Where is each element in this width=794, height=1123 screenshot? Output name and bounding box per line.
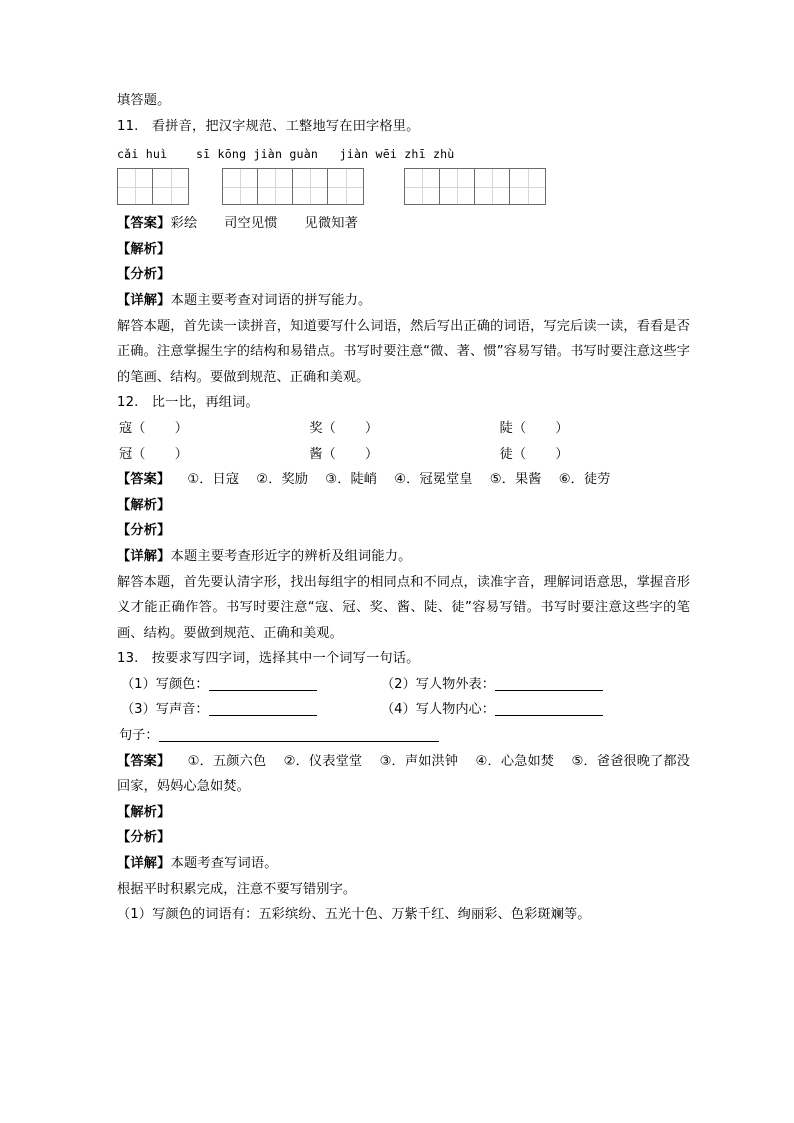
- intro-line: 填答题。: [117, 93, 171, 108]
- blank-label: （3）写声音：: [121, 702, 209, 718]
- paren-close: ）: [365, 420, 379, 436]
- xiangjie-text: 本题主要考查形近字的辨析及组词能力。: [170, 548, 412, 564]
- tianzige-cell[interactable]: [258, 169, 293, 204]
- question-11-prompt: 看拼音，把汉字规范、工整地写在田字格里。: [151, 118, 420, 134]
- sentence-label: 句子：: [119, 728, 159, 744]
- tianzige-cell[interactable]: [223, 169, 258, 204]
- answer-item: ⑥．徒劳: [558, 472, 611, 488]
- tianzige-cell[interactable]: [475, 169, 510, 204]
- question-13-sentence-row[interactable]: [117, 723, 690, 749]
- question-13-prompt: 按要求写四字词，选择其中一个词写一句话。: [151, 651, 420, 667]
- question-13-answer: [117, 749, 690, 800]
- answer-text: 彩绘 司空见惯 见微知著: [170, 216, 358, 232]
- question-13-jiexi-label: 【解析】: [117, 804, 171, 820]
- question-11-explanation: 解答本题，首先读一读拼音，知道要写什么词语，然后写出正确的词语，写完后读一读，看看是否正确。注意掌握生字的结构和易错点。书写时要注意“微、著、惯”容易写错。书写时要注意这些字的笔画、结构。要做到规范、正确和美观。: [117, 318, 690, 385]
- question-12-number: 12.: [117, 395, 139, 411]
- answer-label: 【答案】: [117, 472, 171, 488]
- xiangjie-label: 【详解】: [117, 548, 171, 564]
- paren-close: ）: [174, 420, 188, 436]
- pair-char: 奖（: [309, 420, 336, 436]
- question-12-xiangjie: [117, 544, 690, 570]
- question-12-heading: [117, 390, 690, 416]
- question-11-jiexi-label: 【解析】: [117, 241, 171, 257]
- pinyin-group-1: cǎi huì: [117, 147, 168, 162]
- blank-field[interactable]: [381, 697, 641, 723]
- tianzige-row: [117, 168, 690, 205]
- tianzige-cell[interactable]: [328, 169, 363, 204]
- answer-item: ①．日寇: [187, 472, 240, 488]
- blank-underline[interactable]: [495, 715, 603, 716]
- answer-label: 【答案】: [117, 216, 171, 232]
- pair-char: 徒（: [499, 446, 527, 462]
- question-13-blank-row-2: [117, 697, 690, 723]
- sentence-underline[interactable]: [159, 741, 439, 742]
- xiangjie-text: 本题主要考查对词语的拼写能力。: [170, 292, 372, 308]
- question-13-fenxi-label: 【分析】: [117, 830, 171, 846]
- xiangjie-text: 本题考查写词语。: [170, 856, 278, 872]
- blank-field[interactable]: [121, 697, 381, 723]
- question-11-number: 11.: [117, 118, 139, 134]
- question-13-blank-row-1: [117, 672, 690, 698]
- question-11-xiangjie: [117, 288, 690, 314]
- question-12-pairs-row-2: [117, 442, 690, 468]
- question-13-xiangjie: [117, 851, 690, 877]
- question-13-explanation-2: （1）写颜色的词语有：五彩缤纷、五光十色、万紫千红、绚丽彩、色彩斑斓等。: [117, 907, 591, 923]
- paren-close: ）: [555, 446, 569, 462]
- pair-item[interactable]: [309, 416, 499, 442]
- question-12-pairs-row-1: [117, 416, 690, 442]
- question-11-pinyin-row: [117, 143, 690, 165]
- question-13-number: 13.: [117, 651, 139, 667]
- answer-item: ③．声如洪钟: [379, 753, 459, 769]
- pair-item[interactable]: [119, 442, 309, 468]
- tianzige-grid-2[interactable]: [222, 168, 364, 205]
- answer-item: ②．奖励: [256, 472, 309, 488]
- tianzige-cell[interactable]: [293, 169, 328, 204]
- blank-label: （1）写颜色：: [121, 676, 209, 692]
- pair-char: 冠（: [119, 446, 146, 462]
- answer-item: ③．陡峭: [325, 472, 378, 488]
- blank-field[interactable]: [381, 672, 641, 698]
- question-13-explanation-1: 根据平时积累完成，注意不要写错别字。: [117, 881, 357, 897]
- tianzige-cell[interactable]: [153, 169, 188, 204]
- answer-item: ⑤．果酱: [489, 472, 542, 488]
- blank-underline[interactable]: [209, 690, 317, 691]
- pair-item[interactable]: [119, 416, 309, 442]
- pinyin-group-2: sī kōng jiàn guàn: [196, 147, 319, 162]
- blank-field[interactable]: [121, 672, 381, 698]
- tianzige-grid-1[interactable]: [117, 168, 189, 205]
- tianzige-cell[interactable]: [405, 169, 440, 204]
- pair-char: 陡（: [499, 420, 527, 436]
- question-12-prompt: 比一比，再组词。: [151, 395, 259, 411]
- question-13-heading: [117, 646, 690, 672]
- xiangjie-label: 【详解】: [117, 292, 171, 308]
- question-12-fenxi-label: 【分析】: [117, 523, 171, 539]
- xiangjie-label: 【详解】: [117, 856, 171, 872]
- paren-close: ）: [365, 446, 379, 462]
- blank-label: （2）写人物外表：: [381, 676, 495, 692]
- tianzige-cell[interactable]: [510, 169, 545, 204]
- blank-underline[interactable]: [209, 715, 317, 716]
- answer-item: ①．五颜六色: [187, 753, 267, 769]
- pair-item[interactable]: [500, 416, 690, 442]
- question-12-jiexi-label: 【解析】: [117, 497, 171, 513]
- answer-item: ④．心急如焚: [475, 753, 555, 769]
- answer-item: ④．冠冕堂皇: [394, 472, 473, 488]
- tianzige-grid-3[interactable]: [404, 168, 546, 205]
- pair-char: 酱（: [309, 446, 336, 462]
- question-12-explanation: 解答本题，首先要认清字形，找出每组字的相同点和不同点，读准字音，理解词语意思，掌握音形义才能正确作答。书写时要注意“寇、冠、奖、酱、陡、徒”容易写错。书写时要注意这些字的笔画、结构。要做到规范、正确和美观。: [117, 574, 690, 641]
- answer-label: 【答案】: [117, 753, 171, 769]
- blank-underline[interactable]: [495, 690, 603, 691]
- pair-item[interactable]: [500, 442, 690, 468]
- paren-close: ）: [555, 420, 569, 436]
- pinyin-group-3: jiàn wēi zhī zhù: [339, 147, 455, 162]
- question-11-heading: [117, 114, 690, 140]
- pair-char: 寇（: [119, 420, 146, 436]
- tianzige-cell[interactable]: [118, 169, 153, 204]
- pair-item[interactable]: [309, 442, 499, 468]
- question-11-answer: [117, 211, 690, 237]
- blank-label: （4）写人物内心：: [381, 702, 495, 718]
- question-11-fenxi-label: 【分析】: [117, 267, 171, 283]
- answer-item: ②．仪表堂堂: [283, 753, 363, 769]
- answer-item: ⑤．爸爸很晚了都没回家，妈妈心急如焚。: [117, 753, 691, 795]
- tianzige-cell[interactable]: [440, 169, 475, 204]
- question-12-answer: [117, 467, 690, 493]
- paren-close: ）: [174, 446, 188, 462]
